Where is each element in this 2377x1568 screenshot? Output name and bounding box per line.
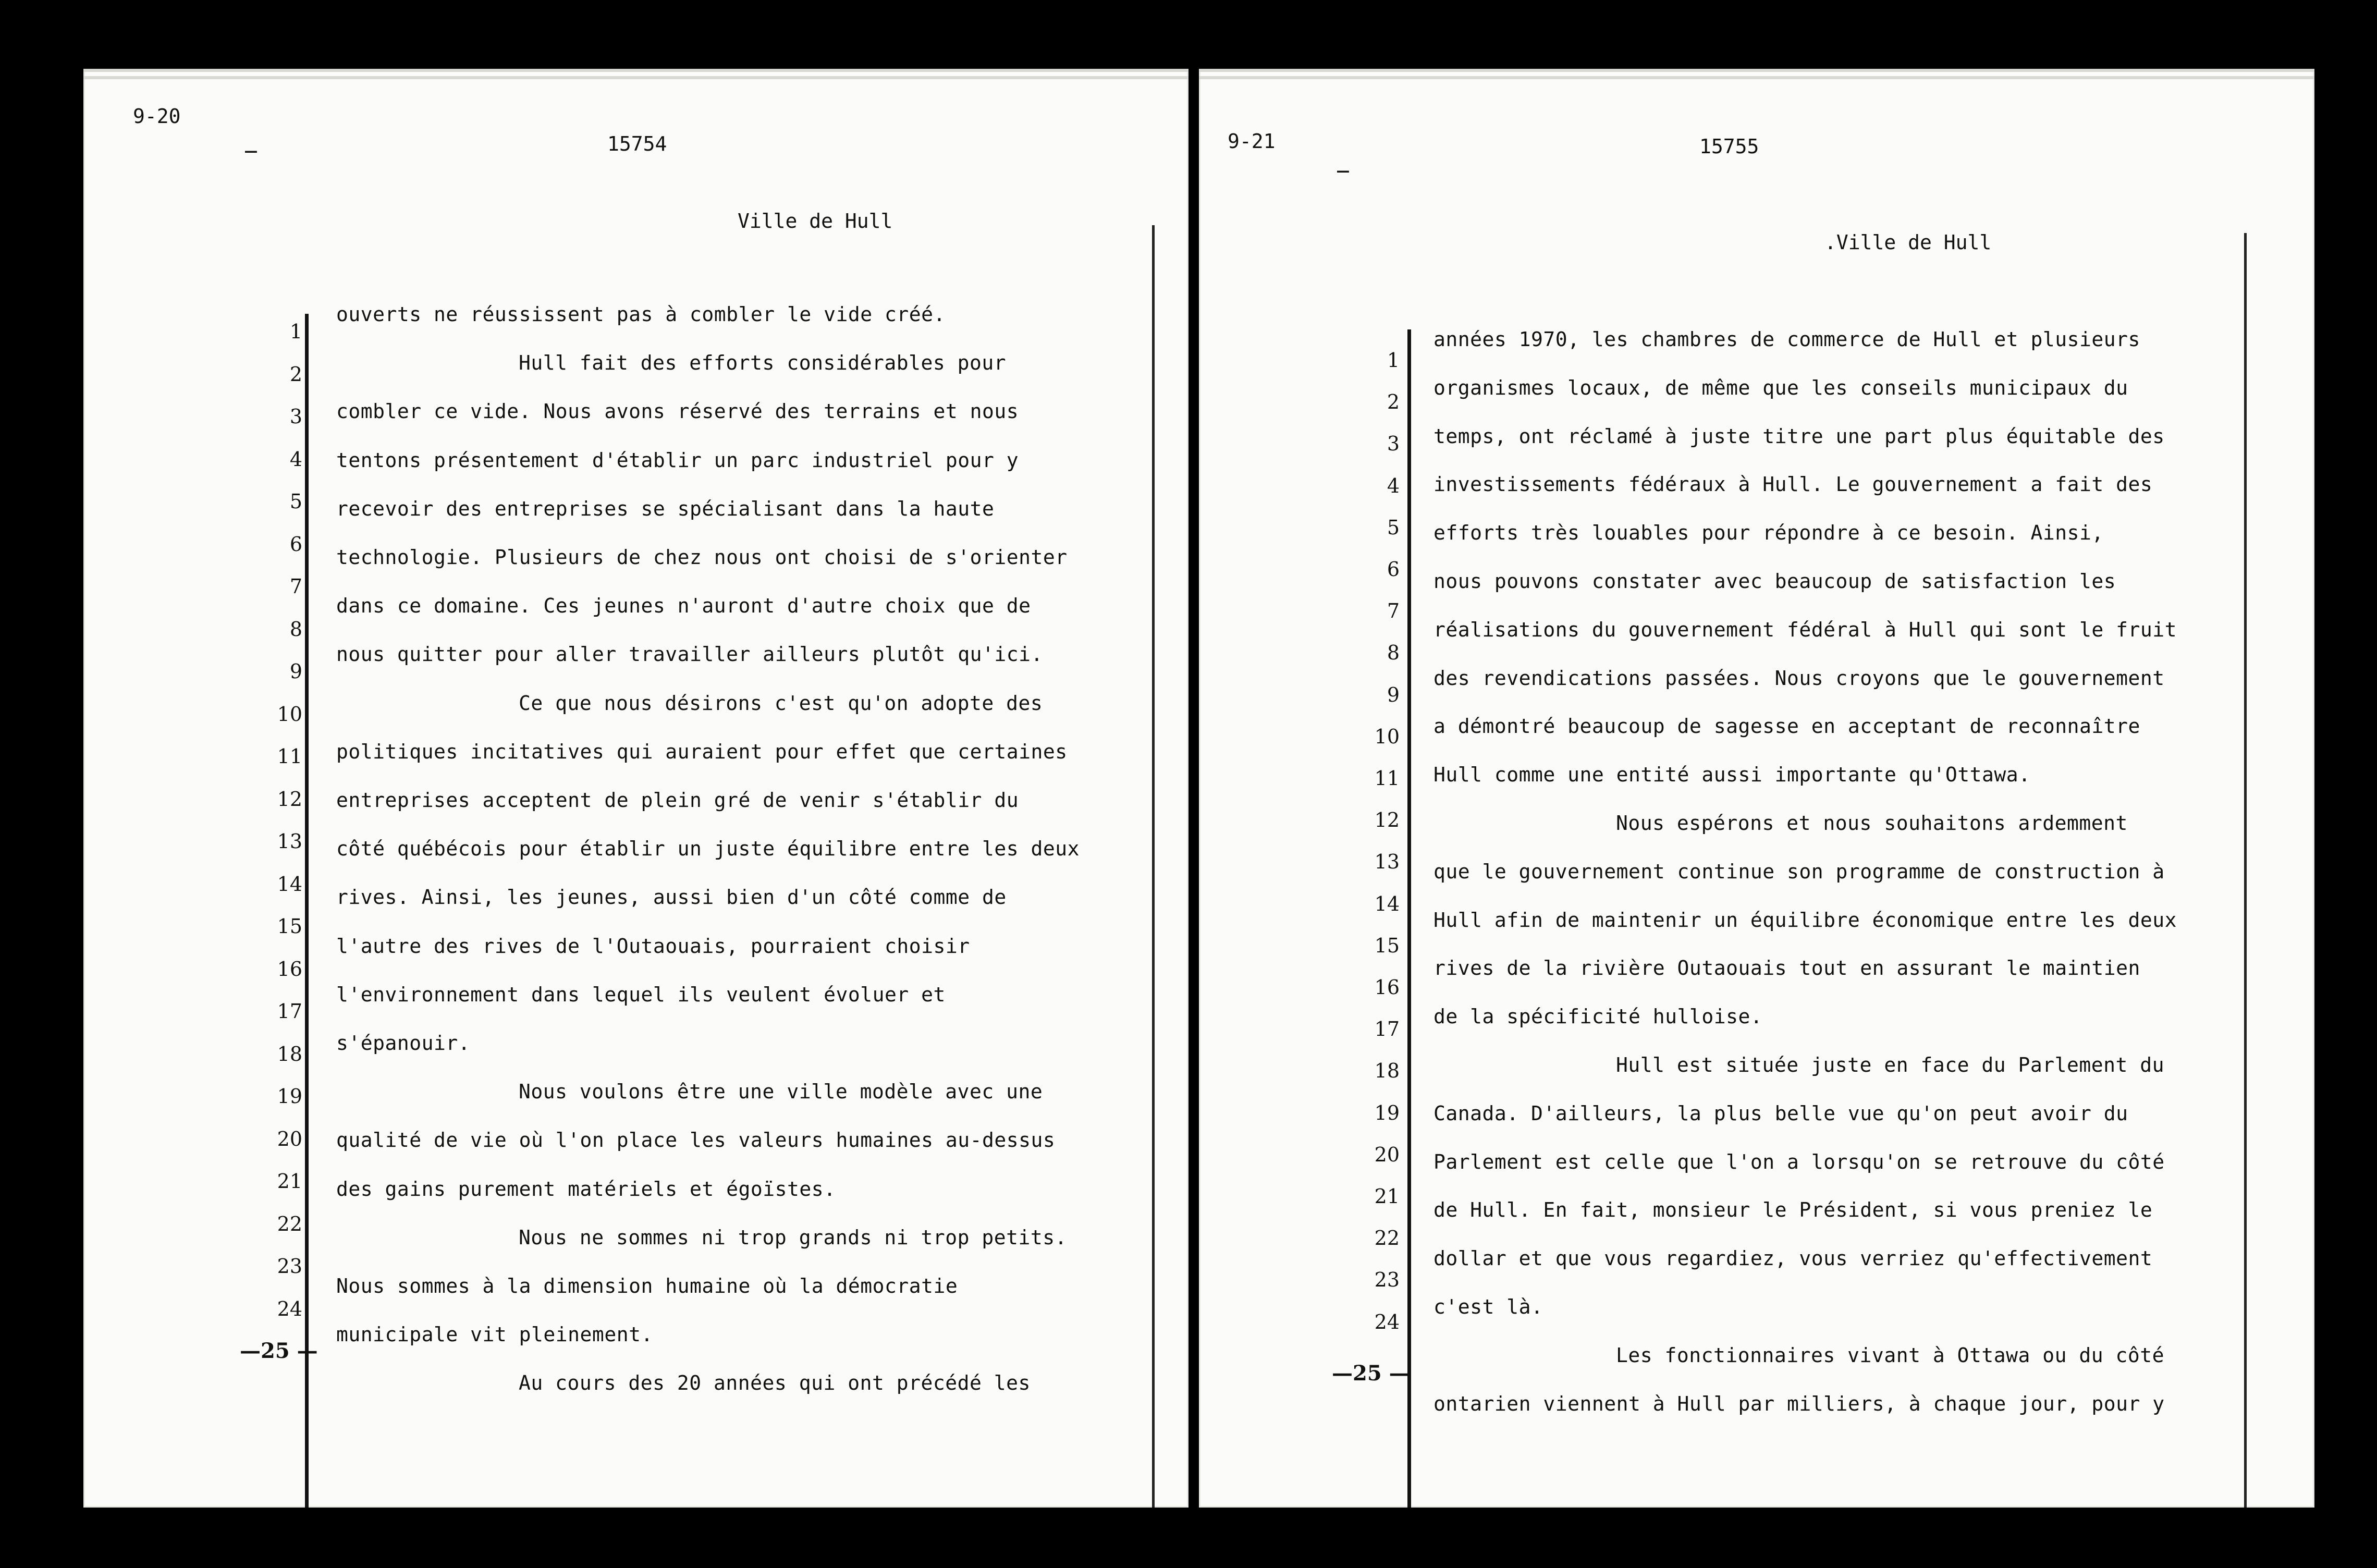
page-number: 15754 [607, 132, 667, 155]
right-page [1199, 69, 2314, 1508]
text-line: Hull comme une entité aussi importante qu'Ottawa. [1433, 763, 2031, 787]
line-number: 17 [277, 1000, 302, 1023]
line-25-marker: —25 — [1332, 1361, 1410, 1386]
line-number: 23 [1374, 1268, 1400, 1292]
line-number: 4 [289, 447, 302, 471]
text-line: réalisations du gouvernement fédéral à Hull qui sont le fruit [1433, 618, 2177, 641]
text-line: dans ce domaine. Ces jeunes n'auront d'autre choix que de [336, 594, 1031, 618]
text-line: Nous espérons et nous souhaitons ardemment [1616, 812, 2128, 835]
text-line: des revendications passées. Nous croyons que le gouvernement [1433, 666, 2165, 690]
text-line: Ce que nous désirons c'est qu'on adopte des [519, 691, 1043, 715]
line-number: 1 [289, 320, 302, 343]
text-line: entreprises acceptent de plein gré de venir s'établir du [336, 789, 1019, 812]
line-number: 16 [1374, 976, 1400, 999]
line-number: 5 [1387, 516, 1400, 539]
text-line: Les fonctionnaires vivant à Ottawa ou du côté [1616, 1343, 2165, 1367]
text-line: ouverts ne réussissent pas à combler le vide créé. [336, 303, 946, 326]
text-line: de Hull. En fait, monsieur le Président, si vous preniez le [1433, 1198, 2153, 1222]
line-number: 2 [289, 362, 302, 386]
line-number: 7 [1387, 599, 1400, 623]
line-number: 24 [1374, 1310, 1400, 1333]
right-rule [2244, 233, 2247, 1508]
page-number: 15755 [1699, 135, 1759, 158]
line-number: 14 [1374, 892, 1400, 915]
section-title: .Ville de Hull [1824, 231, 1992, 254]
text-line: dollar et que vous regardiez, vous verriez qu'effectivement [1433, 1247, 2153, 1270]
line-number: 12 [277, 787, 302, 811]
line-number: 10 [1374, 725, 1400, 748]
line-number: 18 [1374, 1059, 1400, 1083]
line-number: 22 [1374, 1227, 1400, 1250]
text-line: politiques incitatives qui auraient pour effet que certaines [336, 740, 1068, 763]
line-number: 1 [1387, 349, 1400, 372]
text-line: ontarien viennent à Hull par milliers, à chaque jour, pour y [1433, 1392, 2165, 1415]
text-line: l'environnement dans lequel ils veulent évoluer et [336, 983, 946, 1006]
right-rule [1152, 225, 1155, 1508]
text-line: Hull est située juste en face du Parlement du [1616, 1054, 2165, 1076]
text-line: Hull fait des efforts considérables pour [519, 351, 1007, 375]
line-number: 2 [1387, 390, 1400, 414]
page-code: 9-20 [133, 105, 181, 128]
text-line: des gains purement matériels et égoïstes. [336, 1177, 836, 1200]
text-line: municipale vit pleinement. [336, 1323, 653, 1346]
dash-mark: _ [1337, 150, 1349, 173]
text-line: recevoir des entreprises se spécialisant dans la haute [336, 497, 995, 520]
line-number: 5 [289, 490, 302, 513]
line-numbers [83, 69, 302, 1508]
left-page [83, 69, 1188, 1508]
line-number: 11 [277, 745, 302, 768]
line-number: 19 [1374, 1101, 1400, 1124]
text-line: a démontré beaucoup de sagesse en acceptant de reconnaître [1433, 715, 2140, 738]
line-25-marker: —25 — [240, 1339, 318, 1363]
line-number: 4 [1387, 474, 1400, 497]
dash-mark: _ [245, 130, 257, 153]
text-line: Nous voulons être une ville modèle avec une [519, 1080, 1043, 1104]
text-line: nous pouvons constater avec beaucoup de satisfaction les [1433, 570, 2116, 593]
text-line: rives de la rivière Outaouais tout en assurant le maintien [1433, 957, 2140, 980]
line-number: 3 [289, 405, 302, 428]
text-line: Hull afin de maintenir un équilibre économique entre les deux [1433, 908, 2177, 932]
text-line: temps, ont réclamé à juste titre une part plus équitable des [1433, 424, 2165, 448]
line-number: 10 [277, 702, 302, 726]
line-number: 9 [1387, 683, 1400, 706]
text-line: rives. Ainsi, les jeunes, aussi bien d'un côté comme de [336, 886, 1007, 909]
text-line: Nous ne sommes ni trop grands ni trop petits. [519, 1226, 1068, 1249]
line-number: 14 [277, 872, 302, 896]
text-line: tentons présentement d'établir un parc industriel pour y [336, 448, 1019, 472]
line-number: 15 [1374, 934, 1400, 957]
line-number: 23 [277, 1255, 302, 1278]
text-line: années 1970, les chambres de commerce de Hull et plusieurs [1433, 328, 2140, 351]
line-numbers [1199, 69, 1400, 1508]
line-number: 8 [289, 617, 302, 641]
text-line: Au cours des 20 années qui ont précédé les [519, 1371, 1031, 1395]
text-line: organismes locaux, de même que les conseils municipaux du [1433, 376, 2128, 399]
text-line: qualité de vie où l'on place les valeurs humaines au-dessus [336, 1129, 1056, 1152]
text-line: s'épanouir. [336, 1032, 471, 1055]
text-line: Parlement est celle que l'on a lorsqu'on se retrouve du côté [1433, 1150, 2165, 1173]
line-number: 24 [277, 1297, 302, 1320]
text-line: efforts très louables pour répondre à ce besoin. Ainsi, [1433, 521, 2104, 545]
line-number: 13 [277, 830, 302, 853]
line-number: 12 [1374, 808, 1400, 832]
line-number: 19 [277, 1085, 302, 1108]
margin-rule [305, 314, 309, 1508]
section-title: Ville de Hull [738, 210, 893, 232]
line-number: 22 [277, 1212, 302, 1235]
line-number: 21 [1374, 1185, 1400, 1208]
margin-rule [1407, 329, 1411, 1508]
line-number: 18 [277, 1042, 302, 1065]
line-number: 8 [1387, 641, 1400, 665]
text-line: nous quitter pour aller travailler ailleurs plutôt qu'ici. [336, 643, 1043, 666]
line-number: 3 [1387, 432, 1400, 456]
text-line: côté québécois pour établir un juste équilibre entre les deux [336, 837, 1080, 861]
text-line: c'est là. [1433, 1295, 1543, 1318]
line-number: 17 [1374, 1018, 1400, 1041]
line-number: 11 [1374, 767, 1400, 790]
text-line: technologie. Plusieurs de chez nous ont choisi de s'orienter [336, 546, 1068, 569]
line-number: 20 [1374, 1143, 1400, 1166]
line-number: 20 [277, 1127, 302, 1150]
line-number: 7 [289, 575, 302, 598]
text-line: Canada. D'ailleurs, la plus belle vue qu'on peut avoir du [1433, 1101, 2128, 1125]
text-line: investissements fédéraux à Hull. Le gouvernement a fait des [1433, 473, 2153, 496]
line-number: 13 [1374, 850, 1400, 874]
line-number: 15 [277, 915, 302, 938]
line-number: 21 [277, 1170, 302, 1193]
text-line: que le gouvernement continue son programme de construction à [1433, 860, 2165, 883]
line-number: 9 [289, 660, 302, 683]
line-number: 16 [277, 957, 302, 981]
text-line: l'autre des rives de l'Outaouais, pourraient choisir [336, 934, 970, 958]
line-number: 6 [1387, 558, 1400, 581]
text-line: de la spécificité hulloise. [1433, 1005, 1763, 1028]
text-line: Nous sommes à la dimension humaine où la démocratie [336, 1275, 958, 1297]
text-line: combler ce vide. Nous avons réservé des terrains et nous [336, 400, 1019, 423]
line-number: 6 [289, 532, 302, 556]
page-code: 9-21 [1228, 130, 1276, 153]
